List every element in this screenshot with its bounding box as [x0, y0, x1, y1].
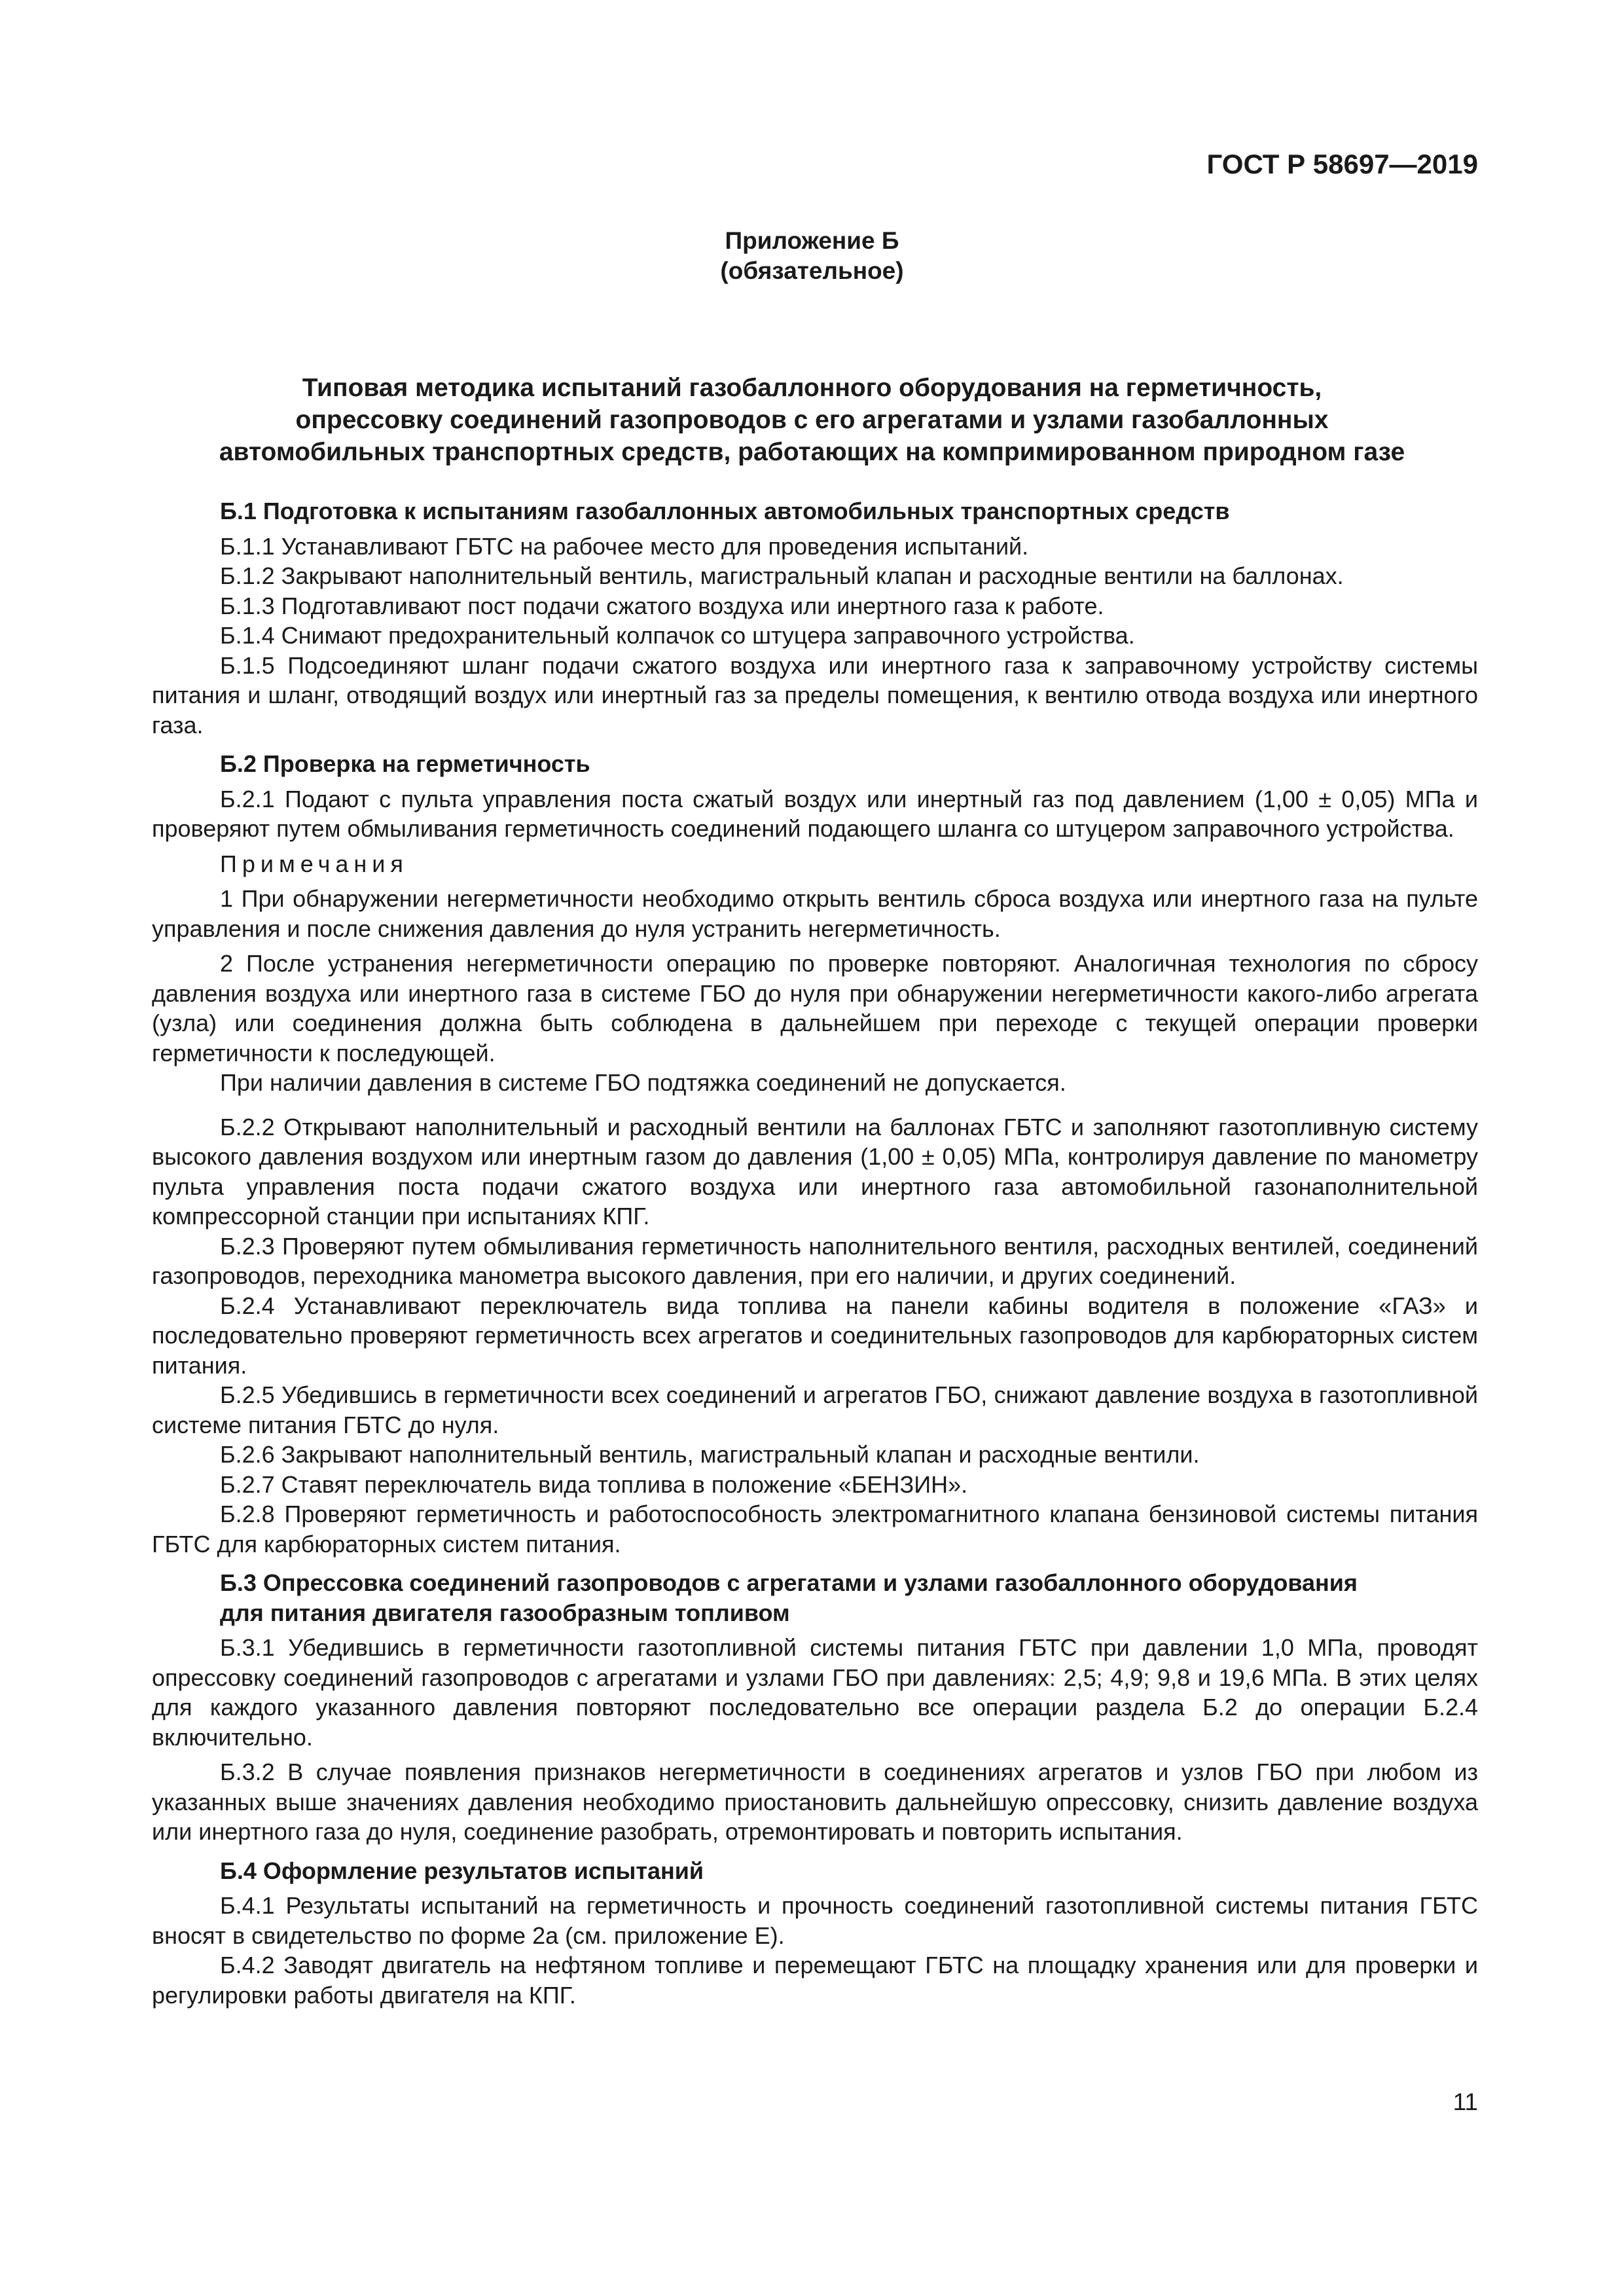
section-heading-b4: Б.4 Оформление результатов испытаний — [220, 1857, 704, 1884]
note-paragraph: 1 При обнаружении негерметичности необходимо открыть вентиль сброса воздуха или инертного газа на пульте управления и после снижения давления до нуля устранить негерметичность. — [152, 885, 1478, 942]
paragraph: Б.2.3 Проверяют путем обмыливания герметичность наполнительного вентиля, расходных вентилей, соединений газопроводов, переходника манометра высокого давления, при его наличии, и других соединений. — [152, 1232, 1478, 1289]
paragraph: Б.1.5 Подсоединяют шланг подачи сжатого воздуха или инертного газа к заправочному устройству системы питания и шланг, отводящий воздух или инертный газ за пределы помещения, к вентилю отвода воздуха или инертного газа. — [152, 651, 1478, 738]
paragraph: Б.1.4 Снимают предохранительный колпачок со штуцера заправочного устройства. — [220, 622, 1135, 649]
note-paragraph: 2 После устранения негерметичности операцию по проверке повторяют. Аналогичная технология по сбросу давления воздуха или инертного газа в системе ГБО до нуля при обнаружении негерметичности какого-либо агрегата (узла) или соединения должна быть соблюдена в дальнейшем при переходе с текущей операции проверки герметичности к последующей. — [152, 950, 1478, 1066]
paragraph: Б.2.5 Убедившись в герметичности всех соединений и агрегатов ГБО, снижают давление воздуха в газотопливной системе питания ГБТС до нуля. — [152, 1381, 1478, 1438]
paragraph: Б.4.1 Результаты испытаний на герметичность и прочность соединений газотопливной системы питания ГБТС вносят в свидетельство по форме 2а (см. приложение Е). — [152, 1892, 1478, 1949]
section-heading-b2: Б.2 Проверка на герметичность — [220, 750, 590, 777]
appendix-heading — [0, 226, 1624, 286]
page-number: 11 — [1453, 2088, 1478, 2115]
paragraph: Б.2.6 Закрывают наполнительный вентиль, магистральный клапан и расходные вентили. — [220, 1441, 1200, 1468]
paragraph: Б.1.3 Подготавливают пост подачи сжатого воздуха или инертного газа к работе. — [220, 592, 1104, 619]
document-body — [152, 496, 1478, 2010]
paragraph: Б.2.1 Подают с пульта управления поста сжатый воздух или инертный газ под давлением (1,00 ± 0,05) МПа и проверяют путем обмыливания герметичность соединений подающего шланга со штуцером заправочного устройства. — [152, 785, 1478, 842]
document-title — [118, 372, 1506, 468]
paragraph: Б.2.7 Ставят переключатель вида топлива в положение «БЕНЗИН». — [220, 1470, 968, 1498]
section-heading-b3-line2: для питания двигателя газообразным топливом — [220, 1599, 790, 1626]
note-paragraph: При наличии давления в системе ГБО подтяжка соединений не допускается. — [220, 1069, 1066, 1096]
paragraph: Б.3.1 Убедившись в герметичности газотопливной системы питания ГБТС при давлении 1,0 МПа, проводят опрессовку соединений газопроводов с агрегатами и узлами ГБО при давлениях: 2,5; 4,9; 9,8 и 19,6 МПа. В этих целях для каждого указанного давления повторяют последовательно все операции раздела Б.2 до операции Б.2.4 включительно. — [152, 1634, 1478, 1751]
paragraph: Б.2.8 Проверяют герметичность и работоспособность электромагнитного клапана бензиновой системы питания ГБТС для карбюраторных систем питания. — [152, 1501, 1478, 1558]
paragraph: Б.1.1 Устанавливают ГБТС на рабочее место для проведения испытаний. — [220, 532, 1029, 560]
section-heading-b1: Б.1 Подготовка к испытаниям газобаллонных автомобильных транспортных средств — [220, 498, 1230, 524]
appendix-status: (обязательное) — [720, 257, 904, 284]
paragraph: Б.4.2 Заводят двигатель на нефтяном топливе и перемещают ГБТС на площадку хранения или для проверки и регулировки работы двигателя на КПГ. — [152, 1952, 1478, 2009]
paragraph: Б.2.2 Открывают наполнительный и расходный вентили на баллонах ГБТС и заполняют газотопливную систему высокого давления воздухом или инертным газом до давления (1,00 ± 0,05) МПа, контролируя давление по манометру пульта управления поста подачи сжатого воздуха или инертного газа автомобильной газонаполнительной компрессорной станции при испытаниях КПГ. — [152, 1113, 1478, 1230]
paragraph: Б.2.4 Устанавливают переключатель вида топлива на панели кабины водителя в положение «ГАЗ» и последовательно проверяют герметичность всех агрегатов и соединительных газопроводов для карбюраторных систем питания. — [152, 1292, 1478, 1379]
paragraph: Б.1.2 Закрывают наполнительный вентиль, магистральный клапан и расходные вентили на баллонах. — [220, 562, 1344, 589]
appendix-label: Приложение Б — [725, 227, 899, 254]
standard-code: ГОСТ Р 58697—2019 — [1206, 149, 1478, 179]
title-line-1: Типовая методика испытаний газобаллонного оборудования на герметичность, — [302, 374, 1322, 402]
section-heading-b3 — [152, 1568, 1478, 1628]
title-line-3: автомобильных транспортных средств, работающих на компримированном природном газе — [219, 438, 1405, 466]
paragraph: Б.3.2 В случае появления признаков негерметичности в соединениях агрегатов и узлов ГБО при любом из указанных выше значениях давления необходимо приостановить дальнейшую опрессовку, снизить давление воздуха или инертного газа до нуля, соединение разобрать, отремонтировать и повторить испытания. — [152, 1758, 1478, 1845]
notes-label: Примечания — [220, 850, 408, 877]
section-heading-b3-line1: Б.3 Опрессовка соединений газопроводов с агрегатами и узлами газобаллонного оборудования — [220, 1569, 1358, 1596]
title-line-2: опрессовку соединений газопроводов с его агрегатами и узлами газобаллонных — [295, 406, 1329, 434]
